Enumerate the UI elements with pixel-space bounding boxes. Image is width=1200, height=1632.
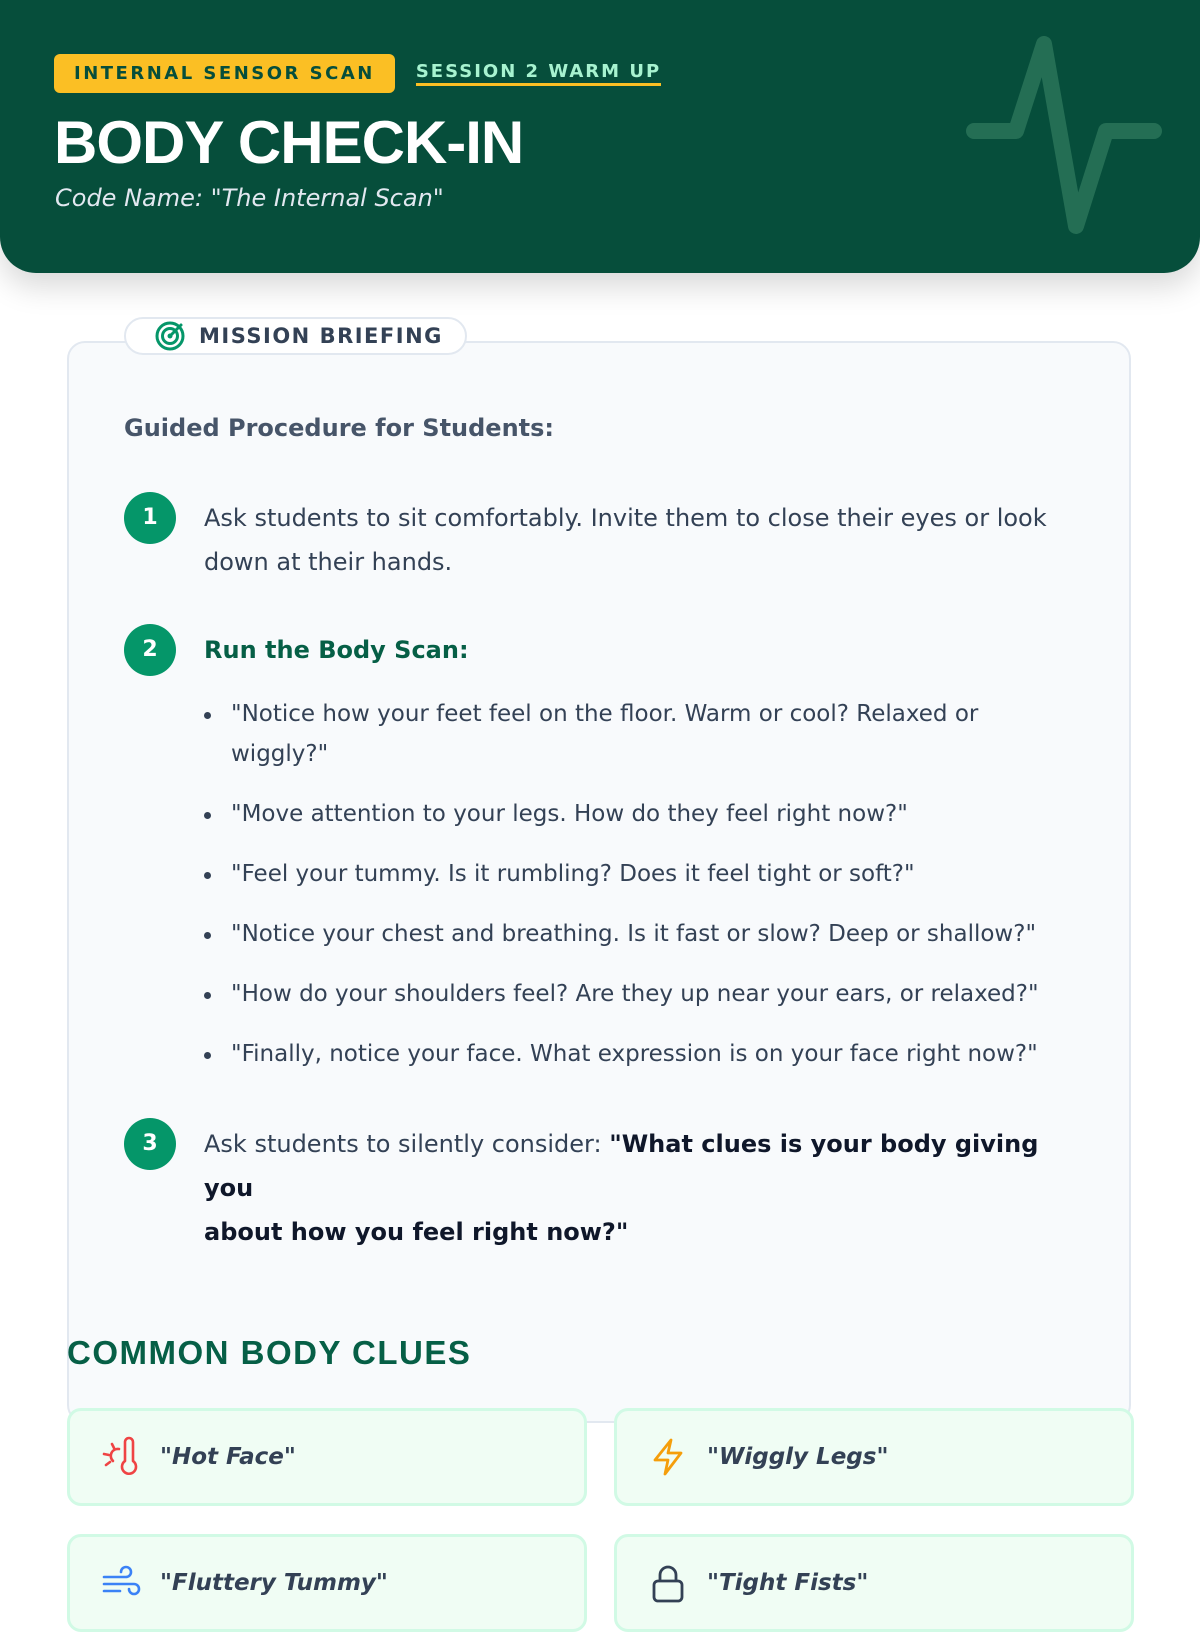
page-title: BODY CHECK-IN xyxy=(54,109,524,176)
clue-label: "Hot Face" xyxy=(160,1444,296,1470)
clue-card-fluttery-tummy xyxy=(67,1534,587,1632)
thermometer-sun-icon xyxy=(100,1436,142,1478)
step-3-question-line-2: about how you feel right now?" xyxy=(204,1218,629,1246)
clue-label: "Wiggly Legs" xyxy=(707,1444,889,1470)
code-name-subtitle: Code Name: "The Internal Scan" xyxy=(55,184,444,212)
step-1-text xyxy=(204,496,1084,584)
clue-card-wiggly-legs xyxy=(614,1408,1134,1506)
mission-briefing-label: MISSION BRIEFING xyxy=(199,324,443,348)
lock-icon xyxy=(647,1562,689,1604)
header-banner xyxy=(0,0,1200,273)
step-3-question-line-1: "What clues is your body giving you xyxy=(204,1130,1039,1202)
clue-card-hot-face xyxy=(67,1408,587,1506)
step-1-number: 1 xyxy=(124,492,176,544)
list-item: "How do your shoulders feel? Are they up near your ears, or relaxed?" xyxy=(204,974,1084,1014)
step-2-number: 2 xyxy=(124,624,176,676)
step-3-prompt: Ask students to silently consider: xyxy=(204,1130,610,1158)
body-scan-prompts xyxy=(204,694,1084,1094)
step-3-number: 3 xyxy=(124,1118,176,1170)
heartbeat-pulse-icon xyxy=(966,36,1166,236)
mission-briefing-tab xyxy=(124,317,467,355)
list-item: "Notice how your feet feel on the floor. Warm or cool? Relaxed or wiggly?" xyxy=(204,694,1021,774)
step-1-line-2: down at their hands. xyxy=(204,548,453,576)
list-item: "Notice your chest and breathing. Is it fast or slow? Deep or shallow?" xyxy=(204,914,1084,954)
clue-label: "Tight Fists" xyxy=(707,1570,869,1596)
header-tags xyxy=(54,54,661,93)
procedure-heading: Guided Procedure for Students: xyxy=(124,414,555,442)
list-item: "Feel your tummy. Is it rumbling? Does it feel tight or soft?" xyxy=(204,854,1084,894)
radar-target-icon xyxy=(154,320,186,352)
clue-label: "Fluttery Tummy" xyxy=(160,1570,388,1596)
step-3-text xyxy=(204,1122,1084,1254)
list-item: "Move attention to your legs. How do they feel right now?" xyxy=(204,794,1084,834)
sensor-scan-tag: INTERNAL SENSOR SCAN xyxy=(54,54,395,93)
list-item: "Finally, notice your face. What expression is on your face right now?" xyxy=(204,1034,1084,1074)
lightning-icon xyxy=(647,1436,689,1478)
step-1-line-1: Ask students to sit comfortably. Invite them to close their eyes or look xyxy=(204,504,1047,532)
session-label: SESSION 2 WARM UP xyxy=(416,61,661,86)
body-clues-heading: COMMON BODY CLUES xyxy=(67,1334,472,1371)
clue-card-tight-fists xyxy=(614,1534,1134,1632)
step-2-heading: Run the Body Scan: xyxy=(204,636,469,664)
wind-icon xyxy=(100,1562,142,1604)
